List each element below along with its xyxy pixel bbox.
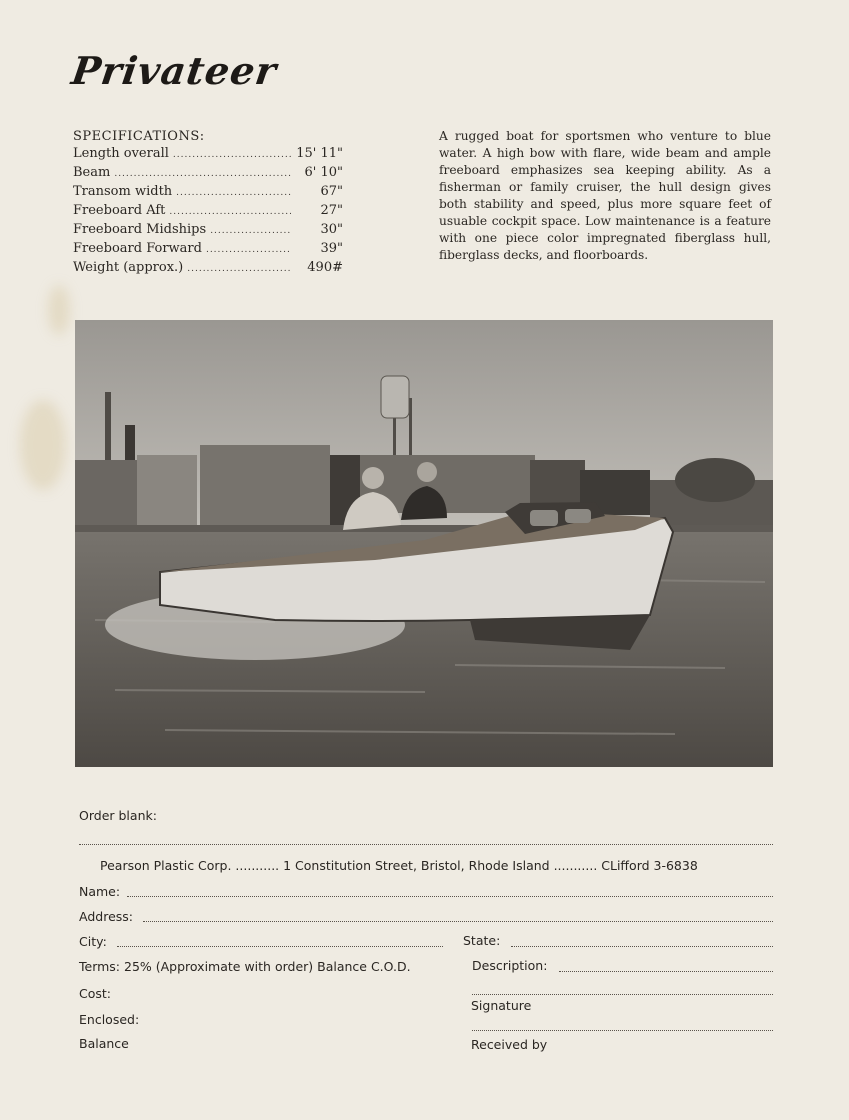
leader-dots (187, 259, 291, 278)
leader-dots (169, 202, 291, 221)
leader-dots (176, 183, 291, 202)
balance-label: Balance (79, 1036, 129, 1051)
spec-label: Beam (73, 165, 111, 180)
address-label: Address: (79, 909, 133, 924)
spec-label: Length overall (73, 146, 169, 161)
order-blank-label: Order blank: (79, 808, 157, 823)
description-field[interactable] (559, 971, 773, 972)
boat-photo (75, 320, 773, 767)
spec-label: Weight (approx.) (73, 260, 184, 275)
leader-dots (206, 240, 291, 259)
spec-row (73, 221, 343, 240)
spec-value: 30" (320, 222, 343, 237)
city-field[interactable] (117, 946, 443, 947)
spec-row (73, 259, 343, 278)
spec-value: 15' 11" (296, 146, 343, 161)
paper-stain (20, 400, 66, 490)
spec-value: 490# (307, 260, 343, 275)
address-field[interactable] (143, 921, 773, 922)
enclosed-label: Enclosed: (79, 1012, 140, 1027)
state-field[interactable] (511, 946, 773, 947)
leader-dots (173, 145, 291, 164)
cost-label: Cost: (79, 986, 112, 1001)
spec-row (73, 183, 343, 202)
leader-dots (210, 221, 291, 240)
spec-value: 27" (320, 203, 343, 218)
received-by-label: Received by (471, 1037, 548, 1052)
order-blank-line (79, 844, 773, 845)
description-label: Description: (472, 958, 548, 973)
spec-row (73, 164, 343, 183)
spec-label: Freeboard Forward (73, 241, 202, 256)
spec-row (73, 202, 343, 221)
spec-row (73, 145, 343, 164)
leader-dots (114, 164, 291, 183)
company-info: Pearson Plastic Corp. ........... 1 Constitution Street, Bristol, Rhode Island ........... CLifford 3-6838 (100, 858, 698, 873)
name-field[interactable] (127, 896, 773, 897)
specifications-heading: SPECIFICATIONS: (73, 129, 205, 144)
spec-label: Freeboard Midships (73, 222, 207, 237)
signature-label: Signature (471, 998, 532, 1013)
specifications-table (73, 128, 343, 278)
terms-text: Terms: 25% (Approximate with order) Balance C.O.D. (79, 959, 411, 974)
spec-value: 39" (320, 241, 343, 256)
name-label: Name: (79, 884, 121, 899)
boat-description: A rugged boat for sportsmen who venture to blue water. A high bow with flare, wide beam and ample freeboard emphasizes sea keeping ability. As a fisherman or family cruiser, the hull design gives both stability and speed, plus more square feet of usuable cockpit space. Low maintenance is a feature with one piece color impregnated fiberglass hull, fiberglass decks, and floorboards. (439, 129, 771, 262)
page-title: Privateer (68, 48, 280, 93)
spec-label: Transom width (73, 184, 173, 199)
paper-stain (48, 285, 70, 335)
cost-line[interactable] (472, 994, 773, 995)
spec-value: 6' 10" (304, 165, 343, 180)
state-label: State: (463, 933, 501, 948)
city-label: City: (79, 934, 107, 949)
received-by-line[interactable] (472, 1030, 773, 1031)
spec-label: Freeboard Aft (73, 203, 166, 218)
spec-row (73, 240, 343, 259)
spec-value: 67" (320, 184, 343, 199)
